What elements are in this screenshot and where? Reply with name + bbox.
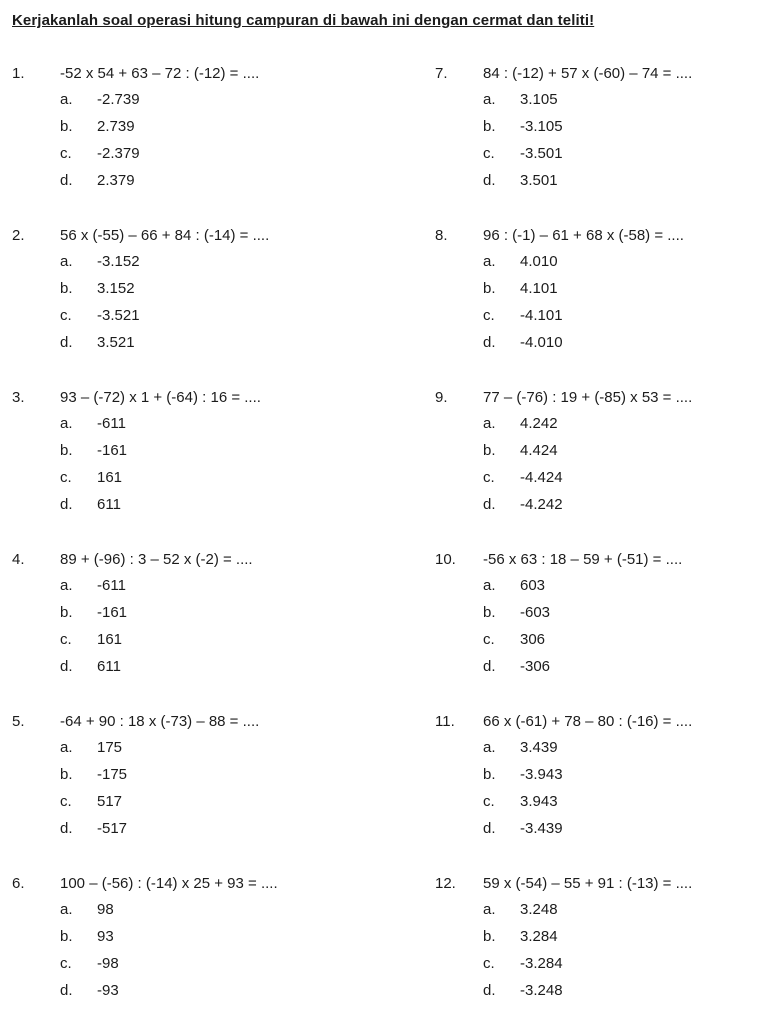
answer-option [12, 653, 382, 680]
question-item [12, 710, 382, 872]
answer-option [12, 302, 382, 329]
option-value: -517 [97, 820, 128, 837]
question-number: 7. [435, 65, 448, 82]
option-value: 2.379 [97, 172, 135, 189]
option-label: c. [60, 631, 72, 648]
answer-option [12, 113, 382, 140]
question-line [435, 872, 765, 896]
option-label: a. [60, 253, 73, 270]
option-value: 4.010 [520, 253, 558, 270]
question-text: 66 x (-61) + 78 – 80 : (-16) = .... [483, 713, 693, 730]
option-value: 4.101 [520, 280, 558, 297]
answer-option [435, 167, 765, 194]
option-label: b. [60, 442, 73, 459]
question-number: 10. [435, 551, 456, 568]
answer-option [12, 734, 382, 761]
question-number: 6. [12, 875, 25, 892]
option-value: 3.501 [520, 172, 558, 189]
question-item [435, 710, 765, 872]
question-line [12, 710, 382, 734]
question-text: 77 – (-76) : 19 + (-85) x 53 = .... [483, 389, 693, 406]
option-label: d. [483, 334, 496, 351]
answer-option [12, 491, 382, 518]
question-number: 3. [12, 389, 25, 406]
question-number: 11. [435, 713, 455, 730]
answer-option [435, 950, 765, 977]
option-label: c. [60, 955, 72, 972]
answer-option [435, 464, 765, 491]
answer-option [12, 140, 382, 167]
option-label: a. [483, 577, 496, 594]
option-label: b. [483, 604, 496, 621]
option-label: a. [483, 253, 496, 270]
answer-option [435, 653, 765, 680]
option-value: 3.521 [97, 334, 135, 351]
option-value: -611 [97, 577, 126, 594]
option-value: -3.152 [97, 253, 140, 270]
question-text: -52 x 54 + 63 – 72 : (-12) = .... [60, 65, 260, 82]
option-value: -98 [97, 955, 119, 972]
question-text: -64 + 90 : 18 x (-73) – 88 = .... [60, 713, 260, 730]
question-line [12, 386, 382, 410]
answer-option [435, 410, 765, 437]
answer-option [435, 599, 765, 626]
answer-option [435, 923, 765, 950]
option-value: 4.242 [520, 415, 558, 432]
option-value: 517 [97, 793, 123, 810]
answer-option [12, 86, 382, 113]
option-value: 175 [97, 739, 123, 756]
answer-option [435, 734, 765, 761]
option-label: a. [60, 415, 73, 432]
option-label: a. [60, 577, 73, 594]
option-label: a. [483, 91, 496, 108]
option-label: d. [60, 982, 73, 999]
question-line [12, 62, 382, 86]
option-label: d. [483, 496, 496, 513]
answer-option [12, 410, 382, 437]
option-label: b. [483, 442, 496, 459]
question-line [12, 872, 382, 896]
page-title: Kerjakanlah soal operasi hitung campuran di bawah ini dengan cermat dan teliti! [12, 12, 595, 29]
option-value: -4.424 [520, 469, 563, 486]
option-label: b. [60, 928, 73, 945]
option-label: a. [483, 739, 496, 756]
question-item [435, 872, 765, 1034]
answer-option [12, 437, 382, 464]
option-label: d. [483, 820, 496, 837]
option-value: -175 [97, 766, 128, 783]
answer-option [12, 950, 382, 977]
option-value: 611 [97, 658, 121, 675]
option-value: -4.010 [520, 334, 563, 351]
question-number: 8. [435, 227, 448, 244]
answer-option [435, 491, 765, 518]
question-text: 89 + (-96) : 3 – 52 x (-2) = .... [60, 551, 253, 568]
answer-option [12, 572, 382, 599]
option-label: c. [483, 145, 495, 162]
question-text: 84 : (-12) + 57 x (-60) – 74 = .... [483, 65, 693, 82]
answer-option [435, 437, 765, 464]
question-number: 4. [12, 551, 25, 568]
option-value: 93 [97, 928, 114, 945]
option-value: -3.248 [520, 982, 563, 999]
question-line [435, 224, 765, 248]
option-value: -4.101 [520, 307, 563, 324]
option-label: d. [60, 172, 73, 189]
option-label: b. [483, 280, 496, 297]
answer-option [12, 761, 382, 788]
option-value: -611 [97, 415, 126, 432]
answer-option [12, 896, 382, 923]
question-number: 5. [12, 713, 25, 730]
option-value: 306 [520, 631, 546, 648]
option-value: 98 [97, 901, 114, 918]
question-line [435, 386, 765, 410]
question-item [435, 62, 765, 224]
question-item [12, 224, 382, 386]
question-number: 1. [12, 65, 25, 82]
option-value: 603 [520, 577, 546, 594]
option-label: b. [60, 766, 73, 783]
answer-option [12, 788, 382, 815]
answer-option [435, 626, 765, 653]
option-value: -603 [520, 604, 551, 621]
question-column-left [12, 62, 382, 1034]
answer-option [12, 167, 382, 194]
answer-option [12, 464, 382, 491]
option-label: c. [483, 307, 495, 324]
answer-option [435, 977, 765, 1004]
option-value: -2.379 [97, 145, 140, 162]
option-value: 4.424 [520, 442, 558, 459]
option-label: b. [483, 118, 496, 135]
question-item [12, 386, 382, 548]
answer-option [435, 761, 765, 788]
option-label: c. [60, 145, 72, 162]
question-line [12, 548, 382, 572]
question-line [435, 710, 765, 734]
option-label: a. [483, 415, 496, 432]
question-text: 93 – (-72) x 1 + (-64) : 16 = .... [60, 389, 261, 406]
option-value: -4.242 [520, 496, 563, 513]
answer-option [435, 275, 765, 302]
question-item [435, 386, 765, 548]
question-text: 100 – (-56) : (-14) x 25 + 93 = .... [60, 875, 278, 892]
answer-option [435, 86, 765, 113]
option-value: -2.739 [97, 91, 140, 108]
option-value: -3.521 [97, 307, 140, 324]
question-line [435, 62, 765, 86]
answer-option [435, 302, 765, 329]
option-value: -93 [97, 982, 119, 999]
question-line [435, 548, 765, 572]
answer-option [12, 329, 382, 356]
question-item [12, 62, 382, 224]
answer-option [435, 788, 765, 815]
answer-option [435, 896, 765, 923]
question-column-right [435, 62, 765, 1034]
option-value: 161 [97, 631, 123, 648]
option-value: -3.943 [520, 766, 563, 783]
option-label: d. [60, 496, 73, 513]
option-value: 2.739 [97, 118, 135, 135]
option-label: c. [483, 793, 495, 810]
option-value: 161 [97, 469, 123, 486]
option-value: 3.943 [520, 793, 558, 810]
answer-option [12, 599, 382, 626]
question-text: 59 x (-54) – 55 + 91 : (-13) = .... [483, 875, 693, 892]
answer-option [435, 815, 765, 842]
answer-option [12, 815, 382, 842]
option-value: 3.284 [520, 928, 558, 945]
question-text: -56 x 63 : 18 – 59 + (-51) = .... [483, 551, 683, 568]
option-value: 3.248 [520, 901, 558, 918]
answer-option [12, 248, 382, 275]
option-label: c. [483, 631, 495, 648]
answer-option [435, 572, 765, 599]
answer-option [435, 329, 765, 356]
option-label: d. [60, 658, 73, 675]
question-number: 9. [435, 389, 448, 406]
option-value: -161 [97, 442, 128, 459]
question-text: 56 x (-55) – 66 + 84 : (-14) = .... [60, 227, 270, 244]
answer-option [435, 140, 765, 167]
option-value: 3.105 [520, 91, 558, 108]
option-value: -3.284 [520, 955, 563, 972]
option-value: 611 [97, 496, 121, 513]
question-text: 96 : (-1) – 61 + 68 x (-58) = .... [483, 227, 684, 244]
option-value: -161 [97, 604, 128, 621]
question-item [435, 224, 765, 386]
option-label: c. [483, 469, 495, 486]
answer-option [12, 977, 382, 1004]
question-item [12, 548, 382, 710]
question-line [12, 224, 382, 248]
option-label: b. [60, 280, 73, 297]
option-value: 3.439 [520, 739, 558, 756]
option-value: -306 [520, 658, 551, 675]
option-value: -3.439 [520, 820, 563, 837]
option-label: c. [60, 469, 72, 486]
option-label: a. [483, 901, 496, 918]
option-value: 3.152 [97, 280, 135, 297]
option-label: c. [483, 955, 495, 972]
option-label: d. [483, 982, 496, 999]
option-label: d. [483, 172, 496, 189]
answer-option [12, 923, 382, 950]
option-label: b. [483, 766, 496, 783]
option-label: b. [60, 118, 73, 135]
option-label: c. [60, 307, 72, 324]
answer-option [12, 275, 382, 302]
answer-option [435, 248, 765, 275]
question-item [12, 872, 382, 1034]
option-label: a. [60, 91, 73, 108]
option-label: d. [60, 820, 73, 837]
option-label: d. [483, 658, 496, 675]
option-value: -3.501 [520, 145, 563, 162]
option-label: b. [60, 604, 73, 621]
answer-option [12, 626, 382, 653]
option-label: c. [60, 793, 72, 810]
question-number: 12. [435, 875, 456, 892]
question-item [435, 548, 765, 710]
option-label: a. [60, 739, 73, 756]
option-label: a. [60, 901, 73, 918]
option-label: d. [60, 334, 73, 351]
option-label: b. [483, 928, 496, 945]
answer-option [435, 113, 765, 140]
question-number: 2. [12, 227, 25, 244]
option-value: -3.105 [520, 118, 563, 135]
